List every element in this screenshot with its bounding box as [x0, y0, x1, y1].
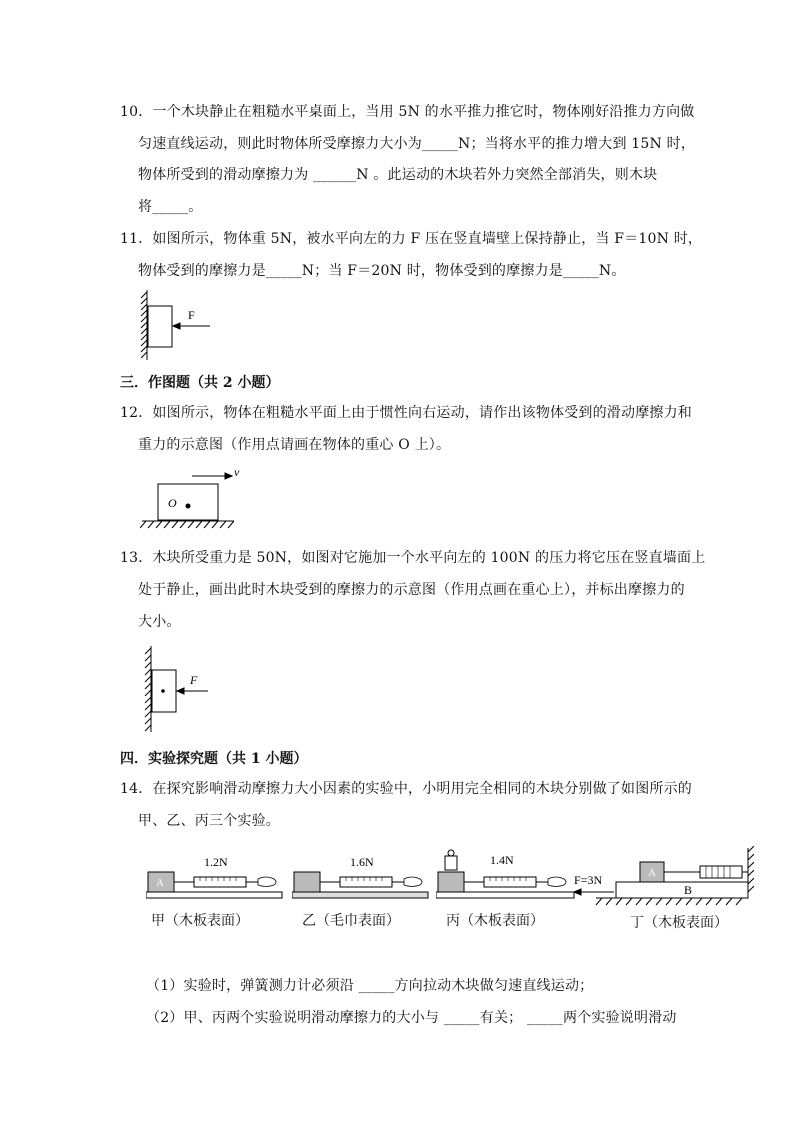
spring-scale: [484, 877, 536, 887]
q11-line-2: 物体受到的摩擦力是_____N；当 F＝20N 时，物体受到的摩擦力是_____N。: [138, 263, 626, 279]
weight: [445, 856, 457, 870]
center-of-mass-dot: [186, 504, 191, 509]
q10-line-1: 10．一个木块静止在粗糙水平桌面上，当用 5N 的水平推力推它时，物体刚好沿推力方向做: [120, 104, 695, 120]
q12-line-1: 12．如图所示，物体在粗糙水平面上由于惯性向右运动，请作出该物体受到的滑动摩擦力和: [120, 405, 693, 421]
q11-line-1: 11．如图所示，物体重 5N，被水平向左的力 F 压在竖直墙壁上保持静止，当 F＝10N 时，: [120, 231, 703, 247]
board-b: [616, 882, 748, 898]
caption-ding: 丁（木板表面）: [630, 915, 728, 931]
velocity-arrow-icon: [192, 473, 232, 479]
force-arrow-icon: [177, 688, 208, 694]
force-label: F: [190, 673, 198, 687]
spring-scale-reading: 1.6N: [350, 855, 374, 869]
spring-scale: [340, 877, 392, 887]
force-arrow-icon: [173, 323, 210, 329]
q14-part-2: （2）甲、丙两个实验说明滑动摩擦力的大小与 _____有关； _____两个实验说明滑动: [146, 1010, 677, 1026]
wall-hatching: [141, 290, 147, 360]
ground-hatching: [140, 521, 234, 528]
caption-yi: 乙（毛巾表面）: [302, 913, 400, 929]
q14-line-1: 14．在探究影响滑动摩擦力大小因素的实验中，小明用完全相同的木块分别做了如图所示的: [120, 781, 693, 797]
surface: [146, 892, 282, 898]
block-a: [294, 872, 320, 892]
wall-hatching: [145, 646, 151, 732]
q10-line-3: 物体所受到的滑动摩擦力为 ______N 。此运动的木块若外力突然全部消失，则木块: [138, 167, 658, 183]
board-b-label: B: [684, 883, 693, 897]
force-label: F=3N: [574, 873, 603, 887]
section-4-title: 四．实验探究题（共 1 小题）: [120, 751, 308, 767]
experiment-ding-figure: [568, 846, 754, 910]
q12-figure: [140, 462, 240, 534]
towel-surface: [292, 892, 428, 898]
center-of-mass-dot: [161, 689, 165, 693]
q14-part-1: （1）实验时，弹簧测力计必须沿 _____方向拉动木块做匀速直线运动；: [146, 978, 594, 994]
center-label-o: O: [168, 496, 177, 510]
q13-line-2: 处于静止，画出此时木块受到的摩擦力的示意图（作用点画在重心上），并标出摩擦力的: [138, 582, 685, 598]
caption-bing: 丙（木板表面）: [446, 913, 544, 929]
block-a-label: A: [648, 867, 656, 879]
block: [148, 306, 172, 347]
section-3-title: 三．作图题（共 2 小题）: [120, 375, 280, 391]
block: [158, 484, 218, 520]
q14-line-2: 甲、乙、丙三个实验。: [138, 813, 280, 829]
force-label: F: [188, 308, 195, 322]
experiment-yi-figure: [292, 852, 430, 900]
pull-arrow-icon: [574, 889, 614, 895]
q11-figure: [138, 288, 228, 362]
experiment-jia-figure: [146, 852, 284, 900]
q10-line-4: 将_____。: [138, 199, 203, 215]
hand-icon: [404, 877, 422, 887]
surface: [436, 892, 574, 898]
spring-scale-reading: 1.4N: [490, 853, 514, 867]
q13-figure: [138, 644, 228, 736]
spring-scale: [194, 877, 246, 887]
spring-scale-reading: 1.2N: [204, 855, 228, 869]
block-label: A: [156, 877, 164, 889]
caption-jia: 甲（木板表面）: [151, 913, 249, 929]
hand-icon: [258, 877, 276, 887]
q13-line-1: 13．木块所受重力是 50N，如图对它施加一个水平向左的 100N 的压力将它压在竖直墙面上: [120, 550, 706, 566]
hand-icon: [548, 877, 566, 887]
block-a: [438, 872, 464, 892]
q13-line-3: 大小。: [138, 614, 181, 630]
experiment-bing-figure: [436, 844, 576, 900]
velocity-label: v: [234, 465, 240, 479]
q12-line-2: 重力的示意图（作用点请画在物体的重心 O 上）。: [138, 437, 451, 453]
q10-line-2: 匀速直线运动，则此时物体所受摩擦力大小为_____N；当将水平的推力增大到 15N 时，: [138, 136, 696, 152]
